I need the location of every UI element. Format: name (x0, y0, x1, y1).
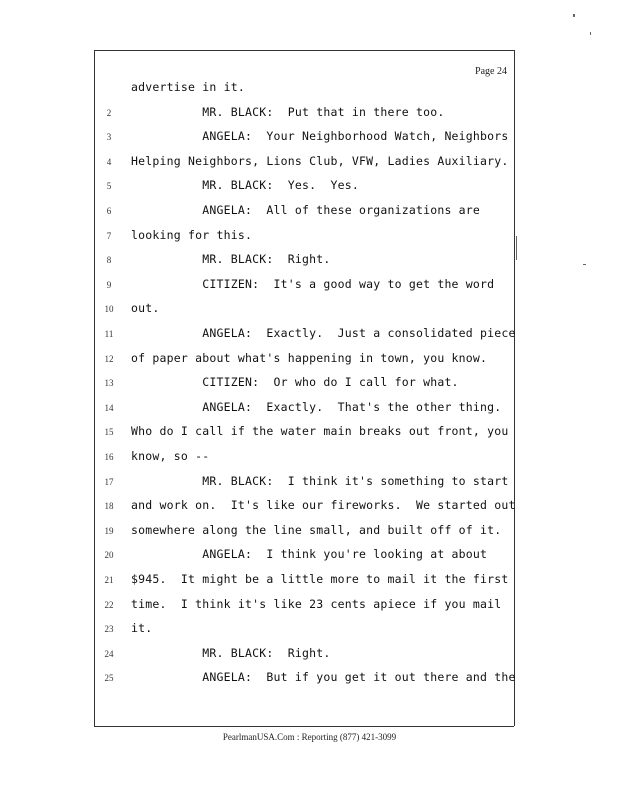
line-text: Helping Neighbors, Lions Club, VFW, Ladies Auxiliary. (131, 153, 509, 168)
line-number: 10 (104, 304, 114, 315)
line-number: 21 (104, 575, 114, 585)
line-text: ANGELA: Your Neighborhood Watch, Neighbors (131, 129, 509, 144)
line-number: 4 (106, 156, 112, 167)
line-text: MR. BLACK: Yes. Yes. (131, 178, 359, 193)
transcript-line (0, 203, 619, 228)
transcript-line (0, 572, 619, 597)
line-number: 3 (106, 132, 112, 143)
line-text: MR. BLACK: Put that in there too. (131, 104, 445, 119)
line-text: ANGELA: Exactly. That's the other thing. (131, 399, 502, 414)
transcript-line (0, 400, 619, 425)
line-text: looking for this. (131, 227, 253, 242)
line-number: 14 (104, 402, 114, 413)
line-number: 25 (104, 673, 114, 684)
scan-speck (590, 32, 591, 35)
line-text: MR. BLACK: Right. (131, 645, 331, 660)
line-text: $945. It might be a little more to mail it the first (131, 572, 509, 586)
line-text: out. (131, 301, 160, 316)
transcript-line (0, 154, 619, 179)
footer-reporter-info: PearlmanUSA.Com : Reporting (877) 421-3099 (222, 732, 397, 742)
transcript-line (0, 597, 619, 622)
line-number: 15 (104, 427, 114, 438)
line-number: 22 (104, 599, 114, 610)
transcript-line (0, 326, 619, 351)
transcript-line (0, 474, 619, 499)
line-text: and work on. It's like our fireworks. We started out (131, 498, 516, 513)
line-number: 6 (106, 206, 112, 216)
line-number: 13 (104, 378, 114, 389)
transcript-line (0, 646, 619, 671)
scan-speck (583, 264, 586, 265)
page-number-label: Page 24 (475, 66, 507, 77)
transcript-line (0, 228, 619, 253)
line-text: ANGELA: I think you're looking at about (131, 547, 488, 562)
transcript-line (0, 523, 619, 548)
transcript-line (0, 252, 619, 277)
line-text: Who do I call if the water main breaks out front, you (131, 424, 509, 439)
line-text: time. I think it's like 23 cents apiece if you mail (131, 596, 502, 611)
transcript-line (0, 80, 619, 105)
line-number: 18 (104, 501, 114, 512)
line-number: 20 (104, 550, 114, 561)
line-text: advertise in it. (131, 80, 245, 94)
transcript-line (0, 301, 619, 326)
transcript-line (0, 105, 619, 130)
line-number: 2 (106, 107, 112, 118)
line-text: CITIZEN: Or who do I call for what. (131, 375, 459, 390)
line-number: 23 (104, 624, 114, 635)
scan-speck (516, 236, 517, 260)
line-text: ANGELA: Exactly. Just a consolidated piece (131, 326, 516, 340)
line-number: 17 (104, 476, 114, 487)
transcript-line (0, 424, 619, 449)
page-border-bottom (94, 726, 514, 727)
line-number: 24 (104, 648, 114, 659)
scan-speck (573, 14, 575, 17)
line-number: 5 (106, 181, 112, 192)
transcript-line (0, 449, 619, 474)
line-text: of paper about what's happening in town, you know. (131, 350, 488, 365)
line-text: know, so -- (131, 449, 210, 463)
transcript-line (0, 277, 619, 302)
transcript-line (0, 351, 619, 376)
line-text: ANGELA: But if you get it out there and the (131, 670, 516, 685)
line-text: CITIZEN: It's a good way to get the word (131, 276, 495, 291)
line-number: 7 (106, 230, 112, 241)
line-text: somewhere along the line small, and built off of it. (131, 522, 502, 537)
line-number: 9 (106, 279, 112, 290)
page-border-top (94, 50, 514, 51)
line-text: MR. BLACK: I think it's something to start (131, 473, 509, 488)
line-text: it. (131, 621, 153, 636)
transcript-line (0, 621, 619, 646)
transcript-line (0, 129, 619, 154)
transcript-line (0, 547, 619, 572)
transcript-line (0, 178, 619, 203)
transcript-line (0, 670, 619, 695)
line-number: 19 (104, 525, 114, 536)
line-number: 12 (104, 353, 114, 364)
transcript-line (0, 498, 619, 523)
line-number: 8 (106, 255, 112, 266)
line-number: 16 (104, 452, 114, 462)
line-text: ANGELA: All of these organizations are (131, 203, 481, 217)
line-number: 11 (104, 329, 114, 339)
line-text: MR. BLACK: Right. (131, 252, 331, 267)
transcript-line (0, 375, 619, 400)
